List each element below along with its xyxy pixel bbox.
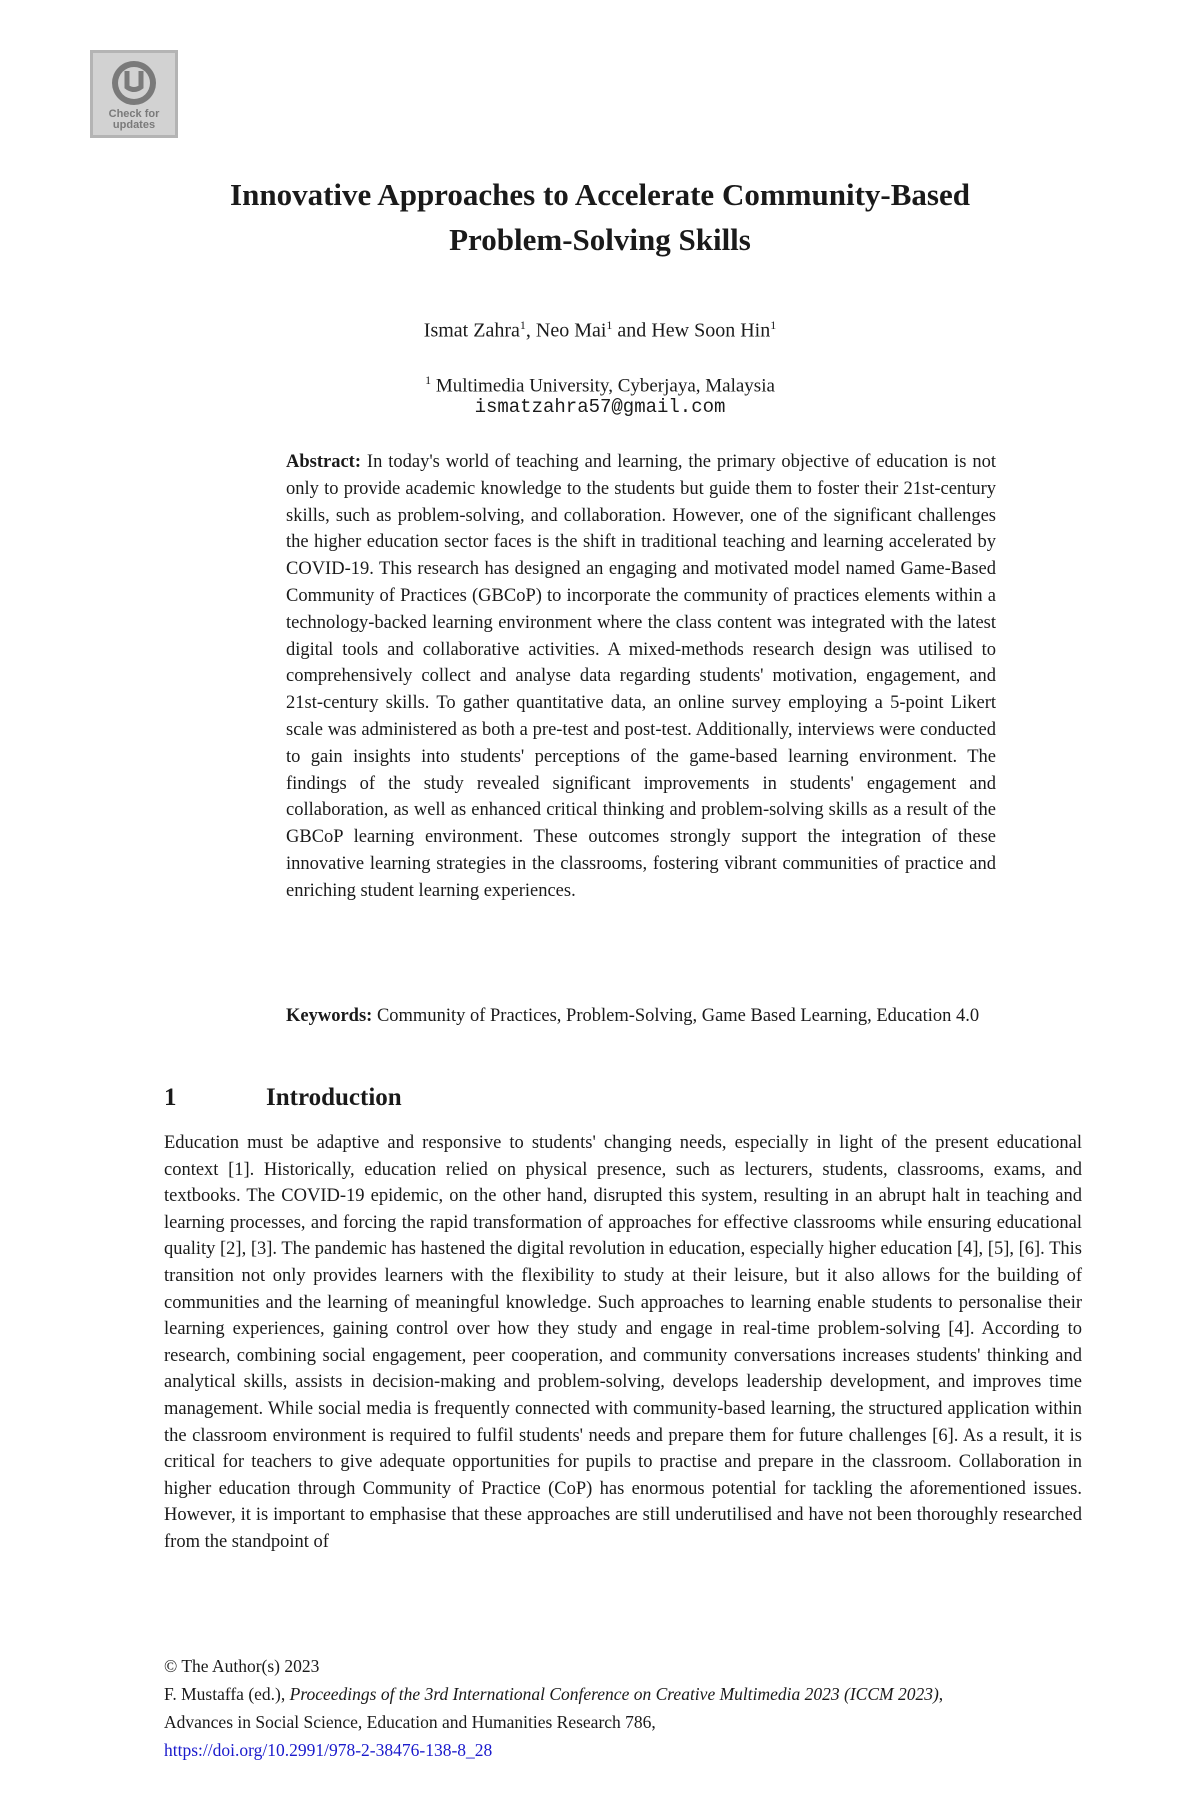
abstract-label: Abstract: bbox=[286, 452, 362, 472]
title-line-2: Problem-Solving Skills bbox=[449, 222, 751, 257]
badge-label: Check for updates bbox=[108, 108, 160, 131]
series-line: Advances in Social Science, Education and Humanities Research 786, bbox=[164, 1712, 656, 1732]
paper-title bbox=[150, 172, 1050, 262]
section-title: Introduction bbox=[266, 1084, 402, 1111]
author-affil-mark: 1 bbox=[606, 318, 613, 332]
author-separator: and bbox=[612, 319, 652, 342]
keywords-label: Keywords: bbox=[286, 1006, 373, 1026]
publication-footer bbox=[164, 1652, 1094, 1764]
author-name: Ismat Zahra bbox=[423, 319, 520, 342]
keywords bbox=[286, 1003, 996, 1030]
abstract bbox=[286, 449, 996, 905]
crossmark-icon bbox=[110, 59, 158, 107]
proceedings-title: Proceedings of the 3rd International Conference on Creative Multimedia 2023 (ICCM 2023) bbox=[289, 1684, 939, 1704]
author-affil-mark: 1 bbox=[519, 318, 526, 332]
keywords-text: Community of Practices, Problem-Solving, Game Based Learning, Education 4.0 bbox=[376, 1006, 980, 1026]
check-for-updates-badge[interactable] bbox=[90, 50, 178, 138]
author-email[interactable]: ismatzahra57@gmail.com bbox=[474, 396, 726, 418]
author-name: Hew Soon Hin bbox=[651, 319, 771, 342]
author-separator: , bbox=[525, 319, 536, 342]
citation-line bbox=[164, 1680, 1094, 1708]
citation-editor: F. Mustaffa (ed.), bbox=[164, 1684, 290, 1704]
copyright-line: © The Author(s) 2023 bbox=[164, 1656, 320, 1676]
author-name: Neo Mai bbox=[535, 319, 607, 342]
author-affil-mark: 1 bbox=[770, 318, 777, 332]
doi-link[interactable]: https://doi.org/10.2991/978-2-38476-138-8_28 bbox=[164, 1740, 493, 1760]
affiliation-mark: 1 bbox=[425, 373, 432, 387]
author-list bbox=[200, 312, 1000, 344]
affiliation-text: Multimedia University, Cyberjaya, Malaysia bbox=[435, 375, 775, 397]
citation-comma: , bbox=[938, 1684, 944, 1704]
section-number: 1 bbox=[164, 1084, 177, 1111]
introduction-paragraph: Education must be adaptive and responsive to students' changing needs, especially in light of the present educational context [1]. Historically, education relied on physical presence, such as lecturers, students, classrooms, exams, and textbooks. The COVID-19 epidemic, on the other hand, disrupted this system, resulting in an abrupt halt in teaching and learning processes, and forcing the rapid transformation of approaches for effective classrooms while ensuring educational quality [2], [3]. The pandemic has hastened the digital revolution in education, especially higher education [4], [5], [6]. This transition not only provides learners with the flexibility to study at their leisure, but it also allows for the building of communities and the learning of meaningful knowledge. Such approaches to learning enable students to personalise their learning experiences, gaining control over how they study and engage in real-time problem-solving [4]. According to research, combining social engagement, peer cooperation, and community conversations increases students' thinking and analytical skills, assists in decision-making and problem-solving, develops leadership development, and improves time management. While social media is frequently connected with community-based learning, the structured application within the classroom environment is required to fulfil students' needs and prepare them for future challenges [6]. As a result, it is critical for teachers to give adequate opportunities for pupils to practise and prepare in the classroom. Collaboration in higher education through Community of Practice (CoP) has enormous potential for tackling the aforementioned issues. However, it is important to emphasise that these approaches are still underutilised and have not been thoroughly researched from the standpoint of bbox=[164, 1133, 1082, 1552]
abstract-text: In today's world of teaching and learning, the primary objective of education is not only to provide academic knowledge to the students but guide them to foster their 21st-century skills, such as problem-solving, and collaboration. However, one of the significant challenges the higher education sector faces is the shift in traditional teaching and learning accelerated by COVID-19. This research has designed an engaging and motivated model named Game-Based Community of Practices (GBCoP) to incorporate the community of practices elements within a technology-backed learning environment where the class content was integrated with the latest digital tools and collaborative activities. A mixed-methods research design was utilised to comprehensively collect and analyse data regarding students' motivation, engagement, and 21st-century skills. To gather quantitative data, an online survey employing a 5-point Likert scale was administered as both a pre-test and post-test. Additionally, interviews were conducted to gain insights into students' perceptions of the game-based learning environment. The findings of the study revealed significant improvements in students' engagement and collaboration, as well as enhanced critical thinking and problem-solving skills as a result of the GBCoP learning environment. These outcomes strongly support the integration of these innovative learning strategies in the classrooms, fostering vibrant communities of practice and enriching student learning experiences. bbox=[286, 452, 997, 901]
title-line-1: Innovative Approaches to Accelerate Community-Based bbox=[230, 177, 970, 212]
